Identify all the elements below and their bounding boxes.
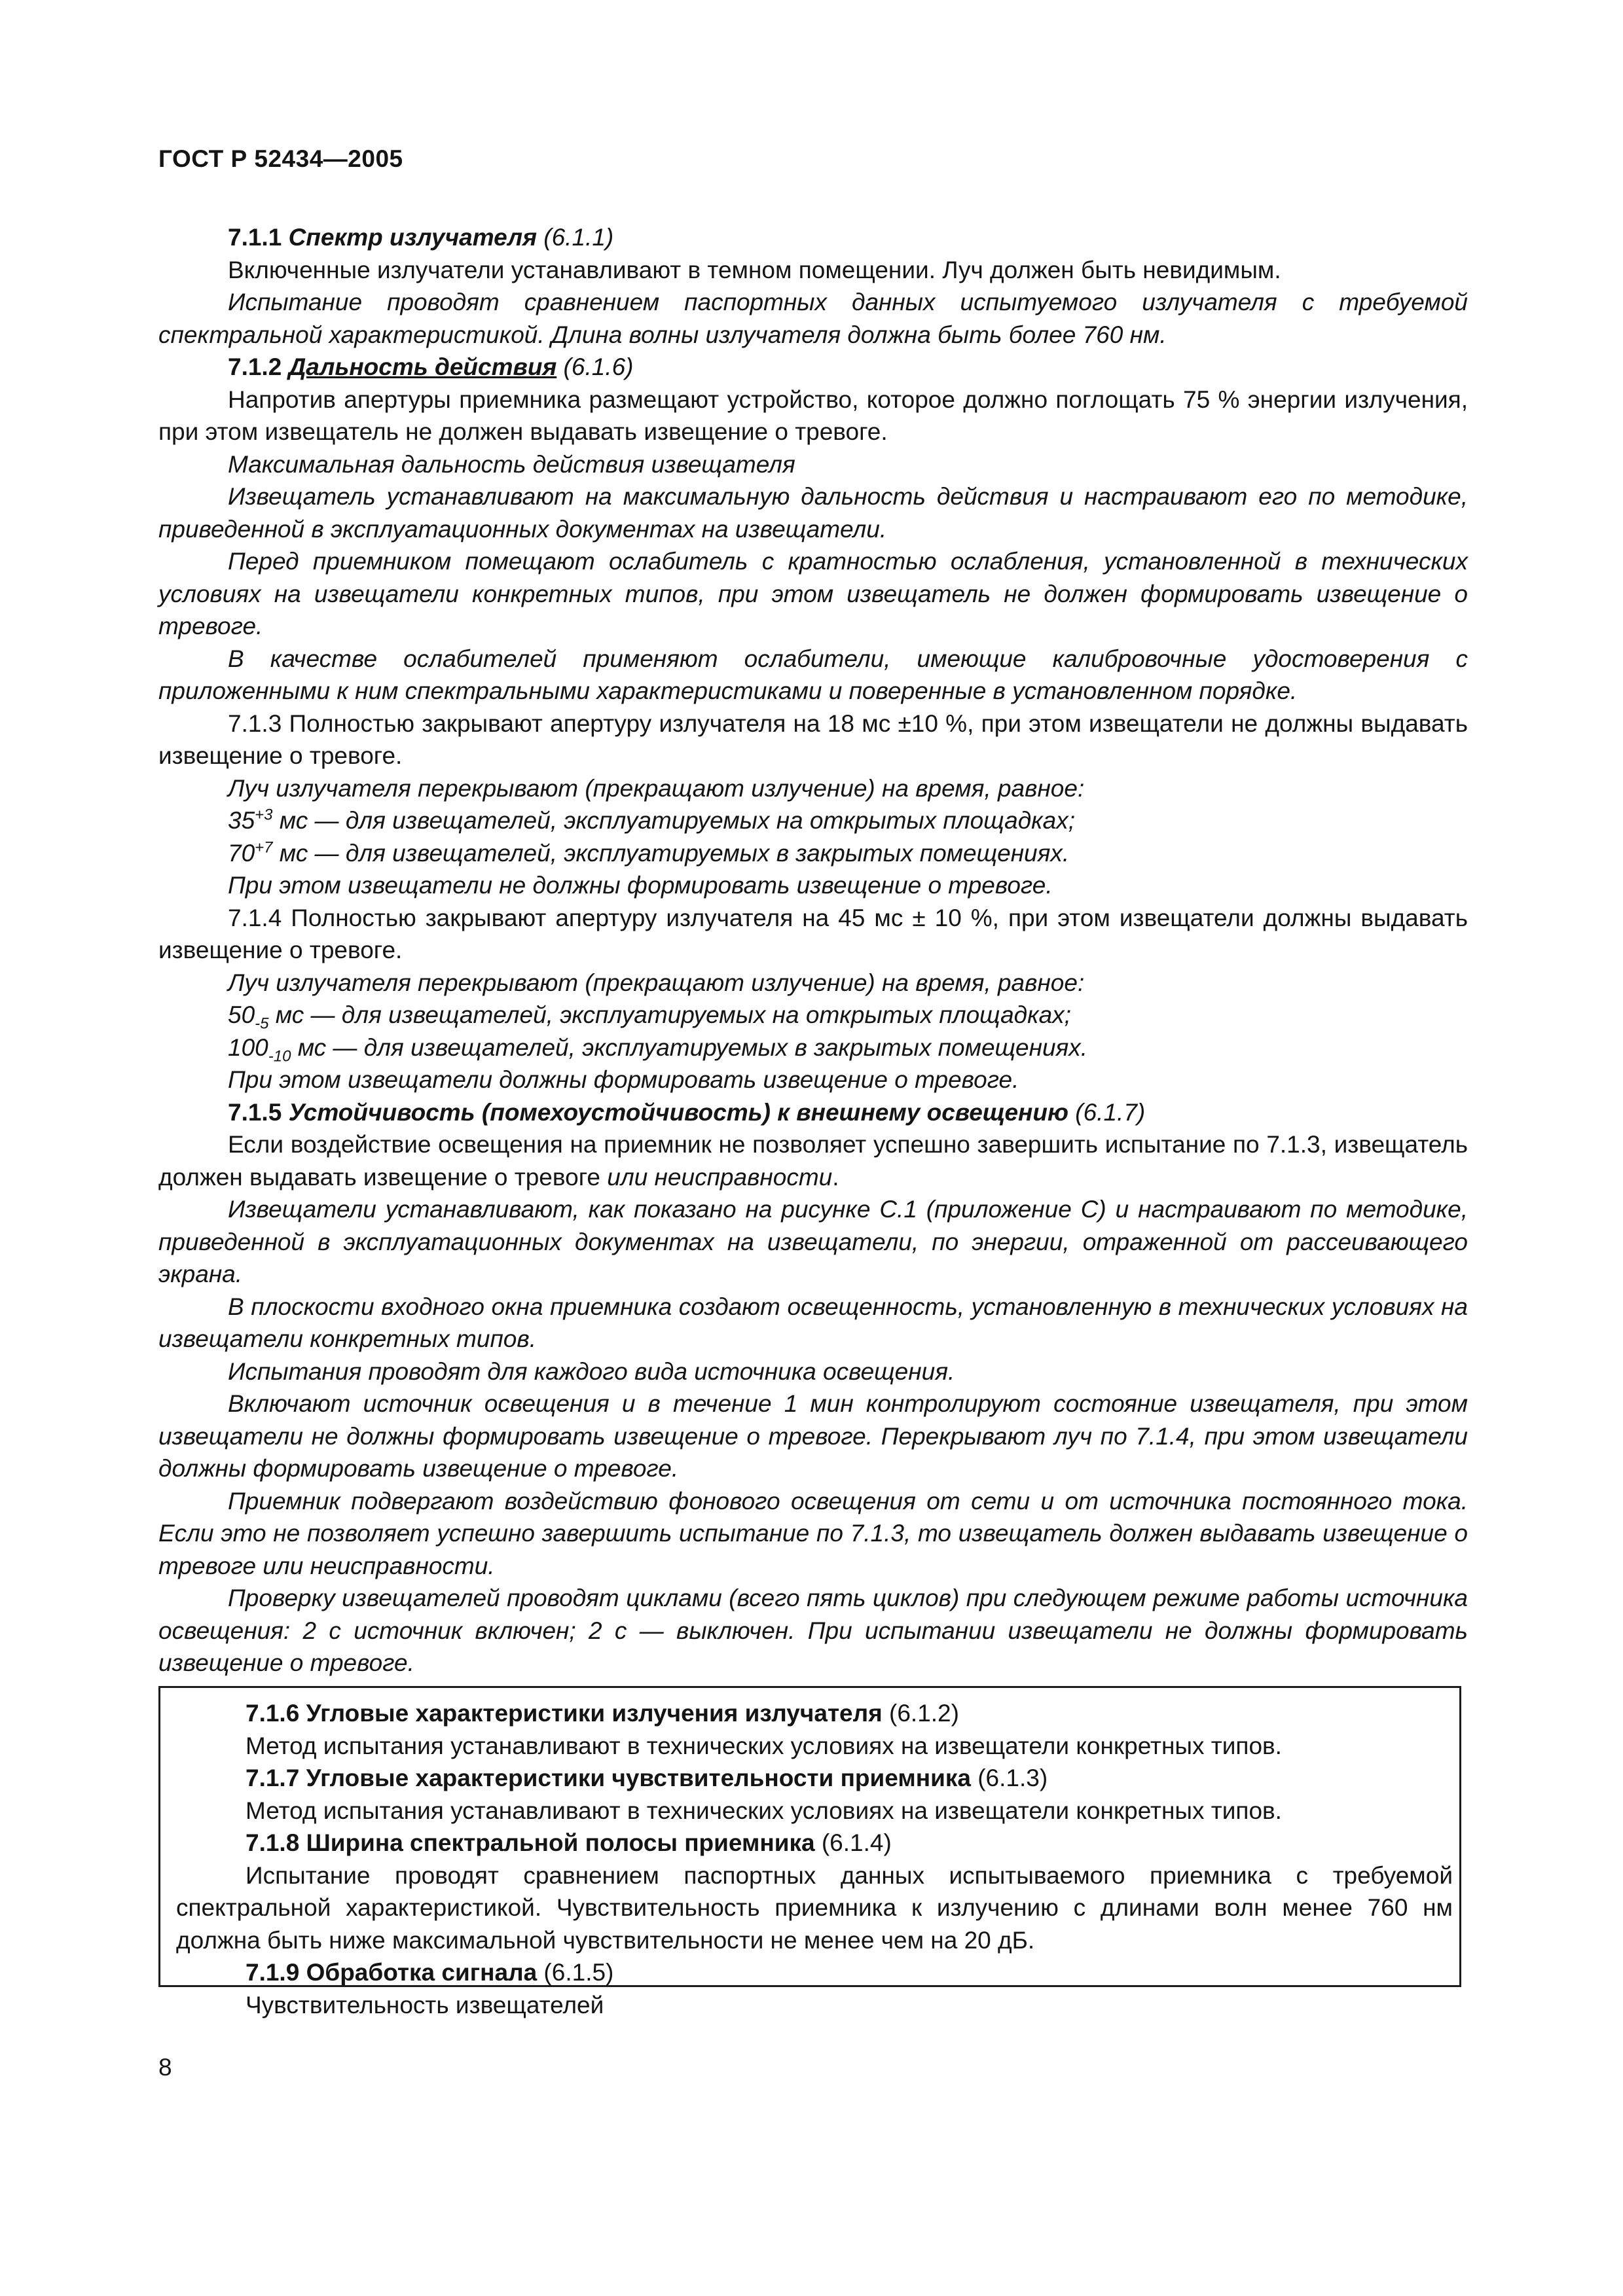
paragraph: 7.1.3 Полностью закрывают апертуру излучателя на 18 мс ±10 %, при этом извещатели не должны выдавать извещение о тревоге.: [158, 709, 1468, 769]
main-text: [158, 221, 1468, 1679]
section-heading-7-1-6: [176, 1697, 1453, 1730]
list-item: [158, 837, 1468, 870]
tolerance: +7: [255, 838, 273, 857]
paragraph: Испытание проводят сравнением паспортных данных испытываемого приемника с требуемой спектральной характеристикой. Чувствительность приемника к излучению с длинами волн менее 760 нм должна быть ниже максимальной чувствительности не менее чем на 20 дБ.: [176, 1861, 1453, 1954]
paragraph: Приемник подвергают воздействию фонового освещения от сети и от источника постоянного тока. Если это не позволяет успешно завершить испытание по 7.1.3, то извещатель должен выдавать извещение о тревоге или неисправности.: [158, 1487, 1468, 1579]
section-heading-7-1-5: [158, 1096, 1468, 1129]
list-text: мс — для извещателей, эксплуатируемых в закрытых помещениях.: [272, 839, 1070, 867]
list-text: мс — для извещателей, эксплуатируемых на открытых площадках;: [268, 1001, 1071, 1028]
paragraph: В плоскости входного окна приемника создают освещенность, установленную в технических условиях на извещатели конкретных типов.: [158, 1293, 1468, 1352]
list-item: [158, 1031, 1468, 1064]
page-number: 8: [158, 2054, 172, 2081]
section-title: 7.1.7 Угловые характеристики чувствительности приемника: [246, 1765, 971, 1791]
section-number: 7.1.5: [228, 1098, 282, 1126]
paragraph: Извещатели устанавливают, как показано на рисунке С.1 (приложение С) и настраивают по методике, приведенной в эксплуатационных документах на извещатели, по энергии, отраженной от рассеивающего экрана.: [158, 1196, 1468, 1287]
section-heading-7-1-2: [158, 351, 1468, 384]
section-heading-7-1-7: [176, 1762, 1453, 1795]
list-text: мс — для извещателей, эксплуатируемых в закрытых помещениях.: [291, 1033, 1088, 1061]
text: .: [832, 1163, 839, 1191]
section-heading-7-1-8: [176, 1827, 1453, 1859]
paragraph: Чувствительность извещателей: [246, 1991, 604, 2018]
list-item: [158, 999, 1468, 1031]
tolerance: -5: [255, 1014, 269, 1033]
text: или неисправности: [607, 1163, 833, 1191]
paragraph: Испытание проводят сравнением паспортных данных испытуемого излучателя с требуемой спектральной характеристикой. Длина волны излучателя должна быть более 760 нм.: [158, 289, 1468, 348]
paragraph: При этом извещатели не должны формировать извещение о тревоге.: [228, 872, 1053, 899]
time-value: 35: [228, 807, 255, 834]
paragraph: Извещатель устанавливают на максимальную дальность действия и настраивают его по методике, приведенной в эксплуатационных документах на извещатели.: [158, 483, 1468, 543]
paragraph: 7.1.4 Полностью закрывают апертуру излучателя на 45 мс ± 10 %, при этом извещатели должны выдавать извещение о тревоге.: [158, 904, 1468, 963]
paragraph: Метод испытания устанавливают в технических условиях на извещатели конкретных типов.: [246, 1732, 1282, 1759]
section-heading-7-1-1: [158, 221, 1468, 254]
section-ref: (6.1.7): [1075, 1098, 1146, 1126]
section-ref: (6.1.2): [882, 1700, 959, 1727]
time-value: 70: [228, 839, 255, 867]
paragraph: Проверку извещателей проводят циклами (всего пять циклов) при следующем режиме работы источника освещения: 2 с источник включен; 2 с — выключен. При испытании извещатели не должны формировать извещение о тревоге.: [158, 1585, 1468, 1676]
time-value: 50: [228, 1001, 255, 1028]
section-title: 7.1.6 Угловые характеристики излучения излучателя: [246, 1700, 883, 1727]
tolerance: +3: [255, 806, 273, 824]
section-heading-7-1-9: [176, 1956, 1453, 1989]
paragraph: [158, 1128, 1468, 1193]
paragraph: Включенные излучатели устанавливают в темном помещении. Луч должен быть невидимым.: [228, 256, 1281, 283]
paragraph: Луч излучателя перекрывают (прекращают излучение) на время, равное:: [228, 774, 1085, 802]
list-text: мс — для извещателей, эксплуатируемых на открытых площадках;: [272, 807, 1075, 834]
section-ref: (6.1.5): [537, 1959, 614, 1986]
section-ref: (6.1.3): [970, 1765, 1048, 1791]
paragraph: Перед приемником помещают ослабитель с кратностью ослабления, установленной в технических условиях на извещатели конкретных типов, при этом извещатель не должен формировать извещение о тревоге.: [158, 548, 1468, 639]
paragraph: Включают источник освещения и в течение 1 мин контролируют состояние извещателя, при этом извещатели не должны формировать извещение о тревоге. Перекрывают луч по 7.1.4, при этом извещатели должны формировать извещение о тревоге.: [158, 1390, 1468, 1482]
section-title: Спектр излучателя: [288, 224, 537, 251]
paragraph: При этом извещатели должны формировать извещение о тревоге.: [228, 1066, 1019, 1093]
text: Если воздействие освещения на приемник не позволяет успешно завершить испытание по 7.1.3, извещатель должен выдавать извещение о тревоге: [158, 1131, 1468, 1191]
section-title: 7.1.8 Ширина спектральной полосы приемника: [246, 1829, 815, 1856]
section-ref: (6.1.4): [814, 1829, 892, 1856]
paragraph: Метод испытания устанавливают в технических условиях на извещатели конкретных типов.: [246, 1797, 1282, 1824]
paragraph: Напротив апертуры приемника размещают устройство, которое должно поглощать 75 % энергии излучения, при этом извещатель не должен выдавать извещение о тревоге.: [158, 386, 1468, 445]
section-title: Устойчивость (помехоустойчивость) к внешнему освещению: [288, 1098, 1068, 1126]
section-number: 7.1.2: [228, 353, 282, 380]
document-code: ГОСТ Р 52434—2005: [158, 145, 403, 172]
section-title: 7.1.9 Обработка сигнала: [246, 1959, 538, 1986]
paragraph: Максимальная дальность действия извещателя: [228, 450, 795, 478]
section-number: 7.1.1: [228, 224, 282, 251]
time-value: 100: [228, 1033, 268, 1061]
paragraph: В качестве ослабителей применяют ослабители, имеющие калибровочные удостоверения с приложенными к ним спектральными характеристиками и поверенные в установленном порядке.: [158, 645, 1468, 704]
paragraph: Луч излучателя перекрывают (прекращают излучение) на время, равное:: [228, 969, 1085, 996]
section-ref: (6.1.6): [563, 353, 634, 380]
paragraph: Испытания проводят для каждого вида источника освещения.: [228, 1357, 955, 1385]
section-title: Дальность действия: [288, 353, 557, 380]
tolerance: -10: [268, 1047, 291, 1065]
list-item: [158, 804, 1468, 837]
section-ref: (6.1.1): [543, 224, 614, 251]
framed-amendment-block: [158, 1686, 1461, 2018]
